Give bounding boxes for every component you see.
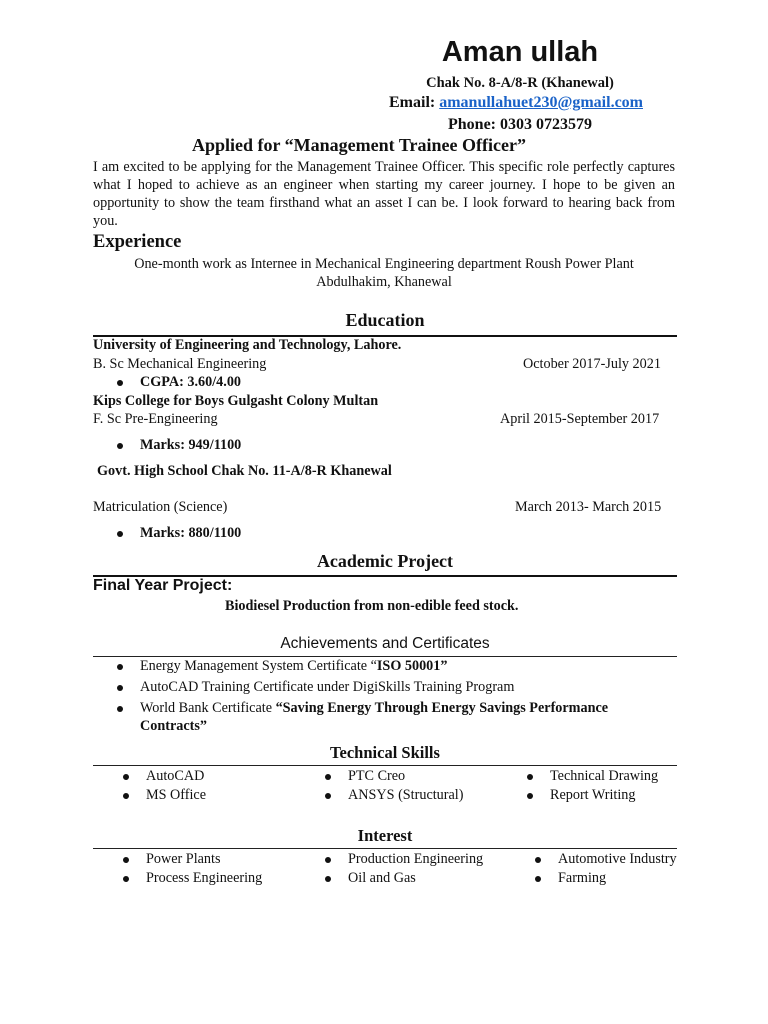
interest-item: Process Engineering <box>146 870 263 886</box>
bullet-icon <box>117 664 123 670</box>
achievement-1-text: Energy Management System Certificate “ <box>140 658 377 674</box>
bullet-icon <box>325 774 331 780</box>
project-label: Final Year Project: <box>93 577 233 594</box>
objective-text: I am excited to be applying for the Management Trainee Officer. This specific role perfectly captures what I hoped to achieve as an engineer when starting my career journey. I hope to be given an opportunity to show the team firsthand what an asset I can be. I look forward to hearing back from you. <box>93 159 675 229</box>
email-line <box>389 94 643 112</box>
education-degree-1: B. Sc Mechanical Engineering <box>93 356 267 372</box>
achievement-item-3 <box>140 700 608 717</box>
education-score-2: Marks: 949/1100 <box>140 437 242 453</box>
bullet-icon <box>325 793 331 799</box>
bullet-icon <box>535 857 541 863</box>
bullet-icon <box>325 857 331 863</box>
experience-title: Experience <box>93 232 182 252</box>
skill-item: PTC Creo <box>348 768 406 784</box>
project-title: Academic Project <box>316 551 454 571</box>
bullet-icon <box>123 774 129 780</box>
interest-item: Production Engineering <box>348 851 484 867</box>
education-institution-1: University of Engineering and Technology, Lahore. <box>93 337 402 353</box>
bullet-icon <box>527 793 533 799</box>
phone: Phone: 0303 0723579 <box>448 116 592 133</box>
email-link[interactable]: amanullahuet230@gmail.com <box>439 94 643 111</box>
skills-title: Technical Skills <box>330 743 440 762</box>
achievement-3-continued: Contracts” <box>140 718 207 734</box>
skills-rule <box>93 765 677 766</box>
experience-line-1: One-month work as Internee in Mechanical Engineering department Roush Power Plant <box>134 256 634 272</box>
bullet-icon <box>117 685 123 691</box>
bullet-icon <box>117 531 123 537</box>
education-score-1: CGPA: 3.60/4.00 <box>140 374 242 390</box>
project-description: Biodiesel Production from non-edible feed stock. <box>225 598 519 614</box>
experience-line-2: Abdulhakim, Khanewal <box>316 274 452 290</box>
candidate-name: Aman ullah <box>441 36 599 68</box>
education-institution-2: Kips College for Boys Gulgasht Colony Multan <box>93 393 379 409</box>
education-degree-2: F. Sc Pre-Engineering <box>93 411 218 427</box>
skill-item: ANSYS (Structural) <box>348 787 464 803</box>
education-dates-2: April 2015-September 2017 <box>500 411 660 427</box>
skill-item: Report Writing <box>550 787 636 803</box>
education-dates-1: October 2017-July 2021 <box>523 356 661 372</box>
skill-item: Technical Drawing <box>550 768 659 784</box>
skill-item: AutoCAD <box>146 768 205 784</box>
achievement-item-1 <box>140 658 447 675</box>
bullet-icon <box>123 857 129 863</box>
bullet-icon <box>123 793 129 799</box>
bullet-icon <box>117 706 123 712</box>
education-dates-3: March 2013- March 2015 <box>515 499 662 515</box>
education-score-3: Marks: 880/1100 <box>140 525 242 541</box>
achievements-rule <box>93 656 677 657</box>
interest-item: Farming <box>558 870 607 886</box>
interest-item: Automotive Industry <box>558 851 677 867</box>
email-label: Email: <box>389 94 440 111</box>
education-degree-3: Matriculation (Science) <box>93 499 228 515</box>
bullet-icon <box>117 443 123 449</box>
education-institution-3: Govt. High School Chak No. 11-A/8-R Khanewal <box>97 463 392 479</box>
bullet-icon <box>527 774 533 780</box>
address: Chak No. 8-A/8-R (Khanewal) <box>426 75 614 91</box>
interest-item: Power Plants <box>146 851 221 867</box>
skill-item: MS Office <box>146 787 207 803</box>
achievement-3-text: World Bank Certificate <box>140 700 276 716</box>
bullet-icon <box>123 876 129 882</box>
achievement-3-bold: “Saving Energy Through Energy Savings Performance <box>275 700 609 716</box>
achievement-item-2: AutoCAD Training Certificate under DigiSkills Training Program <box>140 679 515 695</box>
bullet-icon <box>535 876 541 882</box>
objective-title: Applied for “Management Trainee Officer” <box>192 135 526 155</box>
interest-title: Interest <box>357 826 413 845</box>
education-title: Education <box>345 310 425 330</box>
achievements-title: Achievements and Certificates <box>280 635 490 652</box>
interest-item: Oil and Gas <box>348 870 416 886</box>
bullet-icon <box>325 876 331 882</box>
interest-rule <box>93 848 677 849</box>
bullet-icon <box>117 380 123 386</box>
achievement-1-bold: ISO 50001” <box>376 658 448 674</box>
